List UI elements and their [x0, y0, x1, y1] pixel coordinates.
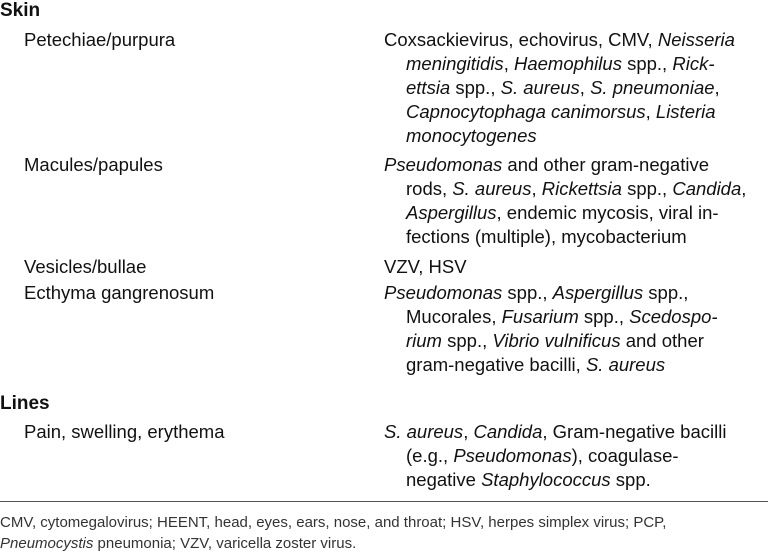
- italic-organism-name: Neisseria: [657, 29, 735, 50]
- pathogens-petechiae-purpura-line: [384, 52, 764, 76]
- italic-organism-name: Listeria: [655, 101, 716, 122]
- pathogens-macules-papules-line: [384, 177, 764, 201]
- pathogens-petechiae-purpura: [384, 28, 764, 148]
- pathogens-petechiae-purpura-line: [384, 124, 764, 148]
- italic-organism-name: Vibrio vulnificus: [492, 330, 621, 351]
- pathogens-macules-papules-line: [384, 225, 764, 249]
- pathogens-macules-papules-line: [384, 153, 764, 177]
- section-heading-skin: Skin: [0, 0, 41, 21]
- pathogens-petechiae-purpura-line: [384, 76, 764, 100]
- italic-organism-name: Scedospo-: [629, 306, 718, 327]
- italic-organism-name: monocytogenes: [406, 125, 537, 146]
- text-segment: spp.,: [578, 306, 630, 327]
- pathogens-pain-swelling-erythema-line: [384, 444, 764, 468]
- text-segment: gram-negative bacilli,: [406, 354, 586, 375]
- finding-petechiae-purpura: Petechiae/purpura: [24, 29, 176, 50]
- text-segment: ,: [741, 178, 747, 199]
- italic-organism-name: Capnocytophaga canimorsus: [406, 101, 646, 122]
- italic-organism-name: Pseudomonas: [453, 445, 572, 466]
- table-bottom-rule: [0, 501, 768, 502]
- footnote-pneumocystis: Pneumocystis: [0, 535, 94, 552]
- text-segment: ,: [645, 101, 656, 122]
- italic-organism-name: Candida: [672, 178, 742, 199]
- italic-organism-name: Pseudomonas: [384, 154, 503, 175]
- italic-organism-name: Rickettsia: [541, 178, 622, 199]
- footnote-line-1: CMV, cytomegalovirus; HEENT, head, eyes, ears, nose, and throat; HSV, herpes simplex virus; PCP,: [0, 514, 667, 531]
- text-segment: spp.,: [621, 53, 673, 74]
- text-segment: ,: [579, 77, 591, 98]
- pathogens-petechiae-purpura-line: [384, 28, 764, 52]
- italic-organism-name: S. aureus: [452, 178, 532, 199]
- text-segment: rods,: [406, 178, 453, 199]
- italic-organism-name: S. pneumoniae: [590, 77, 715, 98]
- section-heading-lines: Lines: [0, 393, 50, 414]
- italic-organism-name: Aspergillus: [406, 202, 497, 223]
- pathogens-macules-papules-line: [384, 201, 764, 225]
- pathogens-vesicles-bullae-line: [384, 255, 764, 279]
- finding-pain-swelling-erythema: Pain, swelling, erythema: [24, 421, 225, 442]
- pathogens-ecthyma-gangrenosum: [384, 281, 764, 377]
- pathogens-ecthyma-gangrenosum-line: [384, 305, 764, 329]
- text-segment: , Gram-negative bacilli: [542, 421, 727, 442]
- text-segment: Mucorales,: [406, 306, 502, 327]
- text-segment: ,: [463, 421, 474, 442]
- text-segment: spp.,: [621, 178, 673, 199]
- pathogens-petechiae-purpura-line: [384, 100, 764, 124]
- text-segment: spp.,: [502, 282, 553, 303]
- italic-organism-name: S. aureus: [500, 77, 580, 98]
- text-segment: ), coagulase-: [571, 445, 679, 466]
- text-segment: and other: [620, 330, 704, 351]
- pathogens-ecthyma-gangrenosum-line: [384, 353, 764, 377]
- finding-ecthyma-gangrenosum: Ecthyma gangrenosum: [24, 282, 215, 303]
- pathogens-vesicles-bullae: [384, 255, 764, 279]
- text-segment: ,: [714, 77, 720, 98]
- italic-organism-name: Staphylococcus: [481, 469, 611, 490]
- italic-organism-name: Rick-: [672, 53, 715, 74]
- text-segment: spp.,: [450, 77, 501, 98]
- pathogens-ecthyma-gangrenosum-line: [384, 281, 764, 305]
- pathogens-pain-swelling-erythema-line: [384, 420, 764, 444]
- italic-organism-name: rium: [406, 330, 442, 351]
- pathogens-pain-swelling-erythema: [384, 420, 764, 492]
- finding-vesicles-bullae: Vesicles/bullae: [24, 256, 147, 277]
- text-segment: spp.,: [643, 282, 689, 303]
- text-segment: spp.: [610, 469, 651, 490]
- text-segment: ,: [503, 53, 514, 74]
- italic-organism-name: Aspergillus: [552, 282, 644, 303]
- text-segment: fections (multiple), mycobacterium: [406, 226, 687, 247]
- footnote-line-2: [0, 533, 768, 554]
- text-segment: ,: [531, 178, 542, 199]
- italic-organism-name: Candida: [473, 421, 543, 442]
- text-segment: VZV, HSV: [384, 256, 467, 277]
- finding-macules-papules: Macules/papules: [24, 154, 163, 175]
- table-footnote: [0, 512, 768, 554]
- text-segment: (e.g.,: [406, 445, 454, 466]
- pathogens-macules-papules: [384, 153, 764, 249]
- italic-organism-name: ettsia: [406, 77, 451, 98]
- pathogens-ecthyma-gangrenosum-line: [384, 329, 764, 353]
- pathogens-pain-swelling-erythema-line: [384, 468, 764, 492]
- text-segment: and other gram-negative: [502, 154, 709, 175]
- italic-organism-name: S. aureus: [384, 421, 464, 442]
- italic-organism-name: Fusarium: [501, 306, 579, 327]
- italic-organism-name: Pseudomonas: [384, 282, 503, 303]
- italic-organism-name: Haemophilus: [513, 53, 622, 74]
- text-segment: , endemic mycosis, viral in-: [496, 202, 719, 223]
- footnote-line-2-rest: pneumonia; VZV, varicella zoster virus.: [93, 535, 357, 552]
- text-segment: Coxsackievirus, echovirus, CMV,: [384, 29, 658, 50]
- italic-organism-name: S. aureus: [585, 354, 666, 375]
- text-segment: negative: [406, 469, 482, 490]
- italic-organism-name: meningitidis: [406, 53, 504, 74]
- text-segment: spp.,: [441, 330, 493, 351]
